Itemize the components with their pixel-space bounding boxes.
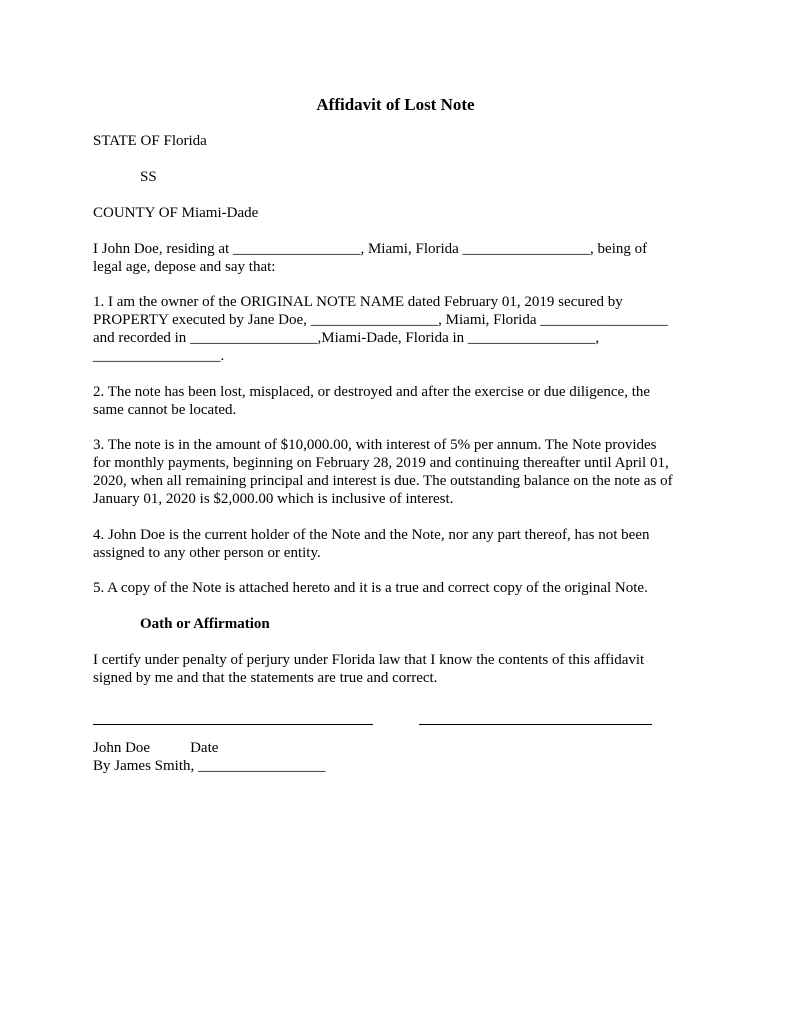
item-1-line: _________________. bbox=[93, 348, 225, 364]
date-line bbox=[419, 724, 652, 725]
item-4-line: 4. John Doe is the current holder of the Note and the Note, nor any part thereof, has not been bbox=[93, 527, 650, 543]
item-1-line: PROPERTY executed by Jane Doe, _________________, Miami, Florida _________________ bbox=[93, 312, 668, 328]
document-title: Affidavit of Lost Note bbox=[316, 95, 475, 114]
item-1-line: 1. I am the owner of the ORIGINAL NOTE NAME dated February 01, 2019 secured by bbox=[93, 294, 623, 310]
item-4-line: assigned to any other person or entity. bbox=[93, 545, 321, 561]
state-line: STATE OF Florida bbox=[93, 133, 207, 149]
county-line: COUNTY OF Miami-Dade bbox=[93, 205, 259, 221]
item-4-paragraph bbox=[93, 526, 703, 562]
item-1-line: and recorded in _________________,Miami-Dade, Florida in _________________, bbox=[93, 330, 600, 346]
item-3-paragraph bbox=[93, 436, 703, 508]
item-3-line: January 01, 2020 is $2,000.00 which is inclusive of interest. bbox=[93, 491, 454, 507]
item-3-line: 2020, when all remaining principal and interest is due. The outstanding balance on the note as of bbox=[93, 473, 673, 489]
ss-line: SS bbox=[140, 169, 157, 185]
item-2-paragraph bbox=[93, 383, 703, 419]
oath-line: I certify under penalty of perjury under Florida law that I know the contents of this affidavit bbox=[93, 652, 645, 668]
item-1-paragraph bbox=[93, 293, 703, 365]
item-2-line: 2. The note has been lost, misplaced, or destroyed and after the exercise or due diligence, the bbox=[93, 384, 651, 400]
date-label: Date bbox=[190, 740, 219, 756]
oath-line: signed by me and that the statements are true and correct. bbox=[93, 670, 438, 686]
oath-paragraph bbox=[93, 651, 703, 687]
item-2-line: same cannot be located. bbox=[93, 402, 237, 418]
oath-heading: Oath or Affirmation bbox=[140, 616, 270, 632]
intro-line: I John Doe, residing at _________________, Miami, Florida _________________, being of bbox=[93, 241, 648, 257]
signature-line bbox=[93, 724, 373, 725]
intro-line: legal age, depose and say that: bbox=[93, 259, 276, 275]
signer-name-label: John Doe bbox=[93, 740, 151, 756]
item-3-line: for monthly payments, beginning on February 28, 2019 and continuing thereafter until April 01, bbox=[93, 455, 669, 471]
signature-labels bbox=[93, 739, 703, 757]
item-3-line: 3. The note is in the amount of $10,000.00, with interest of 5% per annum. The Note provides bbox=[93, 437, 657, 453]
item-5-line: 5. A copy of the Note is attached hereto and it is a true and correct copy of the original Note. bbox=[93, 580, 648, 596]
intro-paragraph bbox=[93, 240, 703, 276]
by-line: By James Smith, _________________ bbox=[93, 758, 326, 774]
